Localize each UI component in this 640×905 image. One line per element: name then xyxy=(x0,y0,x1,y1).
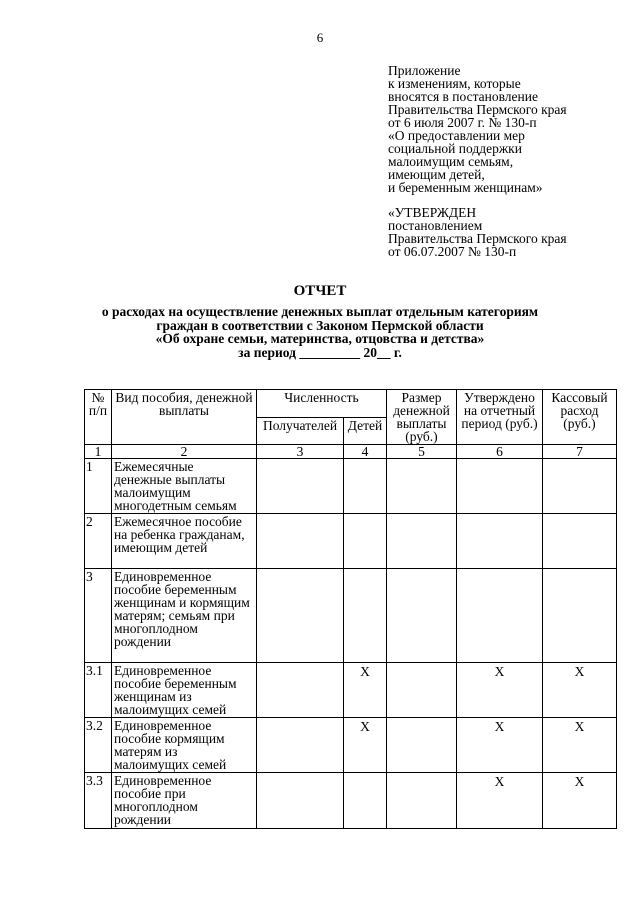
row-name: Ежемесячные денежные выплаты малоимущим многодетным семьям xyxy=(112,459,257,514)
header-count: Численность xyxy=(257,390,387,418)
document-title: ОТЧЕТ xyxy=(293,283,347,299)
column-number: 6 xyxy=(457,445,543,459)
column-number: 1 xyxy=(85,445,112,459)
column-number: 7 xyxy=(543,445,617,459)
table-row xyxy=(85,459,617,514)
header-kind: Вид пособия, денежной выплаты xyxy=(112,390,257,445)
approval-line: постановлением xyxy=(388,218,483,233)
row-name: Единовременное пособие беременным женщинам и кормящим матерям; семьям при многоплодном рождении xyxy=(112,569,257,663)
approval-block xyxy=(388,206,567,258)
appendix-line: Правительства Пермского края xyxy=(388,102,567,117)
row-index: 3.1 xyxy=(85,663,112,718)
cell-cash xyxy=(543,514,617,569)
row-name: Единовременное пособие при многоплодном рождении xyxy=(112,773,257,829)
cell-amount xyxy=(387,718,457,773)
approval-line: от 06.07.2007 № 130-п xyxy=(388,244,517,259)
cell-amount xyxy=(387,773,457,829)
subtitle-line: граждан в соответствии с Законом Пермской области xyxy=(156,317,484,333)
subtitle-line: за период _________ 20__ г. xyxy=(238,344,402,360)
row-index: 3.3 xyxy=(85,773,112,829)
row-name: Единовременное пособие кормящим матерям из малоимущих семей xyxy=(112,718,257,773)
table-row xyxy=(85,773,617,829)
cell-cash xyxy=(543,459,617,514)
cell-amount xyxy=(387,663,457,718)
appendix-line: «О предоставлении мер xyxy=(388,128,525,143)
column-number: 3 xyxy=(257,445,344,459)
cell-cash: Х xyxy=(543,773,617,829)
cell-approved: Х xyxy=(457,773,543,829)
header-row xyxy=(85,390,617,418)
cell-approved xyxy=(457,569,543,663)
appendix-line: социальной поддержки xyxy=(388,141,522,156)
row-index: 2 xyxy=(85,514,112,569)
appendix-block xyxy=(388,64,567,194)
cell-recipients xyxy=(257,569,344,663)
cell-approved xyxy=(457,514,543,569)
report-table xyxy=(84,389,617,829)
cell-recipients xyxy=(257,663,344,718)
header-approved: Утверждено на отчетный период (руб.) xyxy=(457,390,543,445)
appendix-line: к изменениям, которые xyxy=(388,76,521,91)
header-recipients: Получателей xyxy=(257,417,344,445)
appendix-line: вносятся в постановление xyxy=(388,89,538,104)
cell-recipients xyxy=(257,459,344,514)
cell-cash: Х xyxy=(543,663,617,718)
row-index: 1 xyxy=(85,459,112,514)
cell-approved: Х xyxy=(457,718,543,773)
column-number: 5 xyxy=(387,445,457,459)
document-subtitle xyxy=(0,305,640,359)
column-number-row xyxy=(85,445,617,459)
appendix-line: от 6 июля 2007 г. № 130-п xyxy=(388,115,537,130)
cell-children xyxy=(344,569,387,663)
cell-recipients xyxy=(257,773,344,829)
row-name: Единовременное пособие беременным женщинам из малоимущих семей xyxy=(112,663,257,718)
row-index: 3.2 xyxy=(85,718,112,773)
column-number: 2 xyxy=(112,445,257,459)
cell-amount xyxy=(387,459,457,514)
cell-cash xyxy=(543,569,617,663)
cell-approved: Х xyxy=(457,663,543,718)
cell-amount xyxy=(387,514,457,569)
appendix-line: и беременным женщинам» xyxy=(388,180,543,195)
cell-children xyxy=(344,459,387,514)
row-name: Ежемесячное пособие на ребенка гражданам, имеющим детей xyxy=(112,514,257,569)
cell-children: Х xyxy=(344,718,387,773)
cell-recipients xyxy=(257,718,344,773)
table-row xyxy=(85,718,617,773)
header-num: № п/п xyxy=(85,390,112,445)
page-number: 6 xyxy=(316,30,324,45)
cell-recipients xyxy=(257,514,344,569)
cell-children xyxy=(344,773,387,829)
header-amount: Размер денежной выплаты (руб.) xyxy=(387,390,457,445)
appendix-line: Приложение xyxy=(388,63,461,78)
cell-children xyxy=(344,514,387,569)
column-number: 4 xyxy=(344,445,387,459)
subtitle-line: о расходах на осуществление денежных выплат отдельным категориям xyxy=(101,304,539,319)
cell-amount xyxy=(387,569,457,663)
cell-approved xyxy=(457,459,543,514)
approval-line: Правительства Пермского края xyxy=(388,231,567,246)
header-cash: Кассовый расход (руб.) xyxy=(543,390,617,445)
table-row xyxy=(85,569,617,663)
cell-cash: Х xyxy=(543,718,617,773)
table-row xyxy=(85,514,617,569)
cell-children: Х xyxy=(344,663,387,718)
appendix-line: малоимущим семьям, xyxy=(388,154,514,169)
header-children: Детей xyxy=(344,417,387,445)
table-row xyxy=(85,663,617,718)
row-index: 3 xyxy=(85,569,112,663)
approval-line: «УТВЕРЖДЕН xyxy=(388,205,477,220)
subtitle-line: «Об охране семьи, материнства, отцовства и детства» xyxy=(155,331,485,346)
appendix-line: имеющим детей, xyxy=(388,167,485,182)
